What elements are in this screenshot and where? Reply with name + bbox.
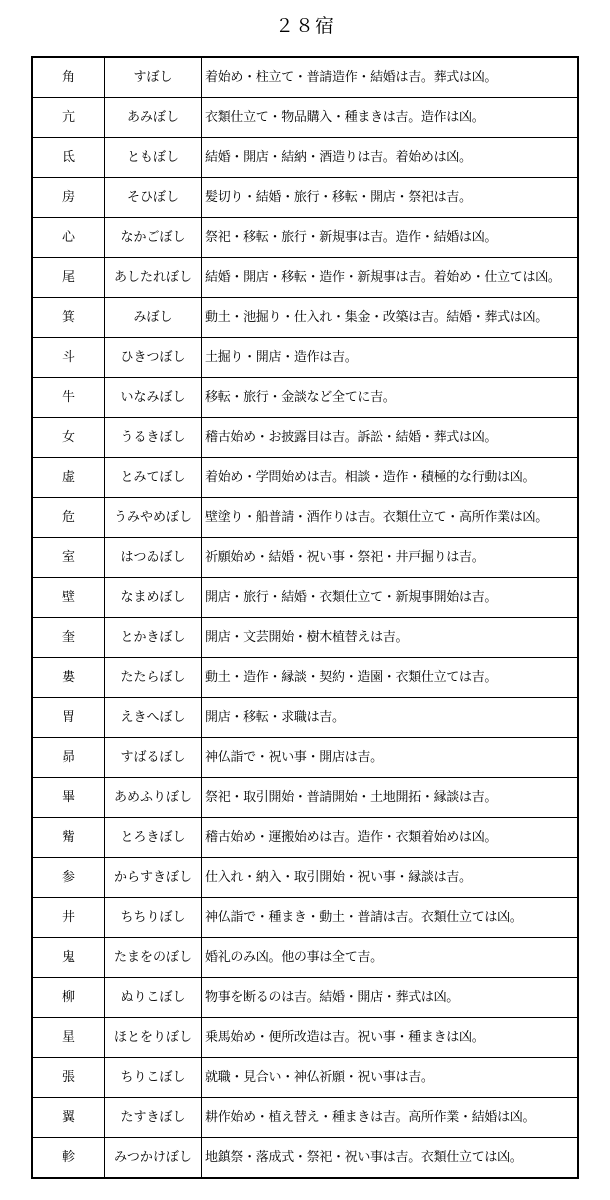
mansion-reading-cell: みぼし (105, 298, 202, 338)
mansion-description-cell: 着始め・学問始めは吉。相談・造作・積極的な行動は凶。 (202, 458, 579, 498)
mansion-name-cell: 氐 (32, 138, 105, 178)
table-row (32, 418, 578, 458)
mansion-description-cell: 開店・移転・求職は吉。 (202, 698, 579, 738)
mansion-reading-cell: からすきぼし (105, 858, 202, 898)
table-row (32, 378, 578, 418)
mansion-description-cell: 耕作始め・植え替え・種まきは吉。高所作業・結婚は凶。 (202, 1098, 579, 1138)
table-row (32, 218, 578, 258)
mansion-reading-cell: あみぼし (105, 98, 202, 138)
mansion-description-cell: 動土・造作・縁談・契約・造園・衣類仕立ては吉。 (202, 658, 579, 698)
table-row (32, 298, 578, 338)
mansion-reading-cell: とみてぼし (105, 458, 202, 498)
mansion-description-cell: 髪切り・結婚・旅行・移転・開店・祭祀は吉。 (202, 178, 579, 218)
mansion-reading-cell: いなみぼし (105, 378, 202, 418)
table-row (32, 898, 578, 938)
table-row (32, 57, 578, 98)
mansion-reading-cell: なまめぼし (105, 578, 202, 618)
table-row (32, 858, 578, 898)
mansions-table-body (32, 57, 578, 1178)
table-row (32, 778, 578, 818)
mansion-description-cell: 土掘り・開店・造作は吉。 (202, 338, 579, 378)
mansion-name-cell: 虚 (32, 458, 105, 498)
mansion-reading-cell: ぬりこぼし (105, 978, 202, 1018)
mansion-reading-cell: あしたれぼし (105, 258, 202, 298)
mansion-name-cell: 婁 (32, 658, 105, 698)
mansion-name-cell: 箕 (32, 298, 105, 338)
mansion-reading-cell: そひぼし (105, 178, 202, 218)
table-row (32, 1058, 578, 1098)
mansion-name-cell: 室 (32, 538, 105, 578)
table-row (32, 98, 578, 138)
mansion-reading-cell: たまをのぼし (105, 938, 202, 978)
mansion-name-cell: 尾 (32, 258, 105, 298)
mansion-name-cell: 翼 (32, 1098, 105, 1138)
mansion-reading-cell: とかきぼし (105, 618, 202, 658)
mansion-description-cell: 開店・文芸開始・樹木植替えは吉。 (202, 618, 579, 658)
mansion-description-cell: 着始め・柱立て・普請造作・結婚は吉。葬式は凶。 (202, 57, 579, 98)
table-row (32, 1098, 578, 1138)
mansion-reading-cell: ちりこぼし (105, 1058, 202, 1098)
table-row (32, 138, 578, 178)
mansion-reading-cell: たすきぼし (105, 1098, 202, 1138)
mansion-name-cell: 牛 (32, 378, 105, 418)
mansion-name-cell: 奎 (32, 618, 105, 658)
table-row (32, 1018, 578, 1058)
mansion-description-cell: 仕入れ・納入・取引開始・祝い事・縁談は吉。 (202, 858, 579, 898)
mansion-description-cell: 壁塗り・船普請・酒作りは吉。衣類仕立て・高所作業は凶。 (202, 498, 579, 538)
table-row (32, 458, 578, 498)
mansion-name-cell: 井 (32, 898, 105, 938)
mansion-reading-cell: なかごぼし (105, 218, 202, 258)
table-row (32, 538, 578, 578)
mansion-name-cell: 危 (32, 498, 105, 538)
mansions-table (31, 56, 579, 1179)
mansion-name-cell: 房 (32, 178, 105, 218)
table-row (32, 938, 578, 978)
table-row (32, 498, 578, 538)
table-row (32, 738, 578, 778)
mansion-reading-cell: ほとをりぼし (105, 1018, 202, 1058)
table-row (32, 818, 578, 858)
mansion-name-cell: 張 (32, 1058, 105, 1098)
mansion-description-cell: 地鎮祭・落成式・祭祀・祝い事は吉。衣類仕立ては凶。 (202, 1138, 579, 1179)
mansion-reading-cell: えきへぼし (105, 698, 202, 738)
mansion-reading-cell: ちちりぼし (105, 898, 202, 938)
mansion-name-cell: 斗 (32, 338, 105, 378)
mansion-reading-cell: ひきつぼし (105, 338, 202, 378)
mansion-description-cell: 就職・見合い・神仏祈願・祝い事は吉。 (202, 1058, 579, 1098)
mansion-name-cell: 畢 (32, 778, 105, 818)
mansion-reading-cell: ともぼし (105, 138, 202, 178)
table-row (32, 698, 578, 738)
mansion-name-cell: 星 (32, 1018, 105, 1058)
mansion-description-cell: 神仏詣で・祝い事・開店は吉。 (202, 738, 579, 778)
table-row (32, 658, 578, 698)
mansion-description-cell: 祈願始め・結婚・祝い事・祭祀・井戸掘りは吉。 (202, 538, 579, 578)
mansion-name-cell: 觜 (32, 818, 105, 858)
table-row (32, 178, 578, 218)
mansion-name-cell: 心 (32, 218, 105, 258)
mansion-description-cell: 祭祀・取引開始・普請開始・土地開拓・縁談は吉。 (202, 778, 579, 818)
table-row (32, 338, 578, 378)
mansion-description-cell: 乗馬始め・便所改造は吉。祝い事・種まきは凶。 (202, 1018, 579, 1058)
mansion-description-cell: 婚礼のみ凶。他の事は全て吉。 (202, 938, 579, 978)
mansion-reading-cell: たたらぼし (105, 658, 202, 698)
mansion-name-cell: 角 (32, 57, 105, 98)
mansion-description-cell: 物事を断るのは吉。結婚・開店・葬式は凶。 (202, 978, 579, 1018)
mansion-name-cell: 亢 (32, 98, 105, 138)
mansion-name-cell: 鬼 (32, 938, 105, 978)
mansion-reading-cell: うみやめぼし (105, 498, 202, 538)
mansion-name-cell: 胃 (32, 698, 105, 738)
mansion-description-cell: 神仏詣で・種まき・動土・普請は吉。衣類仕立ては凶。 (202, 898, 579, 938)
mansion-description-cell: 稽古始め・お披露目は吉。訴訟・結婚・葬式は凶。 (202, 418, 579, 458)
table-row (32, 1138, 578, 1179)
mansion-description-cell: 結婚・開店・移転・造作・新規事は吉。着始め・仕立ては凶。 (202, 258, 579, 298)
mansion-name-cell: 昴 (32, 738, 105, 778)
page-title: ２８宿 (274, 15, 335, 37)
mansion-description-cell: 祭祀・移転・旅行・新規事は吉。造作・結婚は凶。 (202, 218, 579, 258)
mansion-reading-cell: はつゐぼし (105, 538, 202, 578)
mansion-name-cell: 柳 (32, 978, 105, 1018)
mansion-reading-cell: みつかけぼし (105, 1138, 202, 1179)
mansion-description-cell: 衣類仕立て・物品購入・種まきは吉。造作は凶。 (202, 98, 579, 138)
mansion-name-cell: 参 (32, 858, 105, 898)
mansion-description-cell: 開店・旅行・結婚・衣類仕立て・新規事開始は吉。 (202, 578, 579, 618)
mansion-reading-cell: すばるぼし (105, 738, 202, 778)
mansion-name-cell: 女 (32, 418, 105, 458)
mansion-reading-cell: あめふりぼし (105, 778, 202, 818)
mansion-description-cell: 結婚・開店・結納・酒造りは吉。着始めは凶。 (202, 138, 579, 178)
mansion-name-cell: 壁 (32, 578, 105, 618)
mansion-reading-cell: とろきぼし (105, 818, 202, 858)
mansion-description-cell: 稽古始め・運搬始めは吉。造作・衣類着始めは凶。 (202, 818, 579, 858)
table-row (32, 258, 578, 298)
mansion-reading-cell: すぼし (105, 57, 202, 98)
mansion-name-cell: 軫 (32, 1138, 105, 1179)
table-row (32, 578, 578, 618)
mansion-description-cell: 移転・旅行・金談など全てに吉。 (202, 378, 579, 418)
mansion-description-cell: 動土・池掘り・仕入れ・集金・改築は吉。結婚・葬式は凶。 (202, 298, 579, 338)
table-row (32, 978, 578, 1018)
table-row (32, 618, 578, 658)
mansion-reading-cell: うるきぼし (105, 418, 202, 458)
